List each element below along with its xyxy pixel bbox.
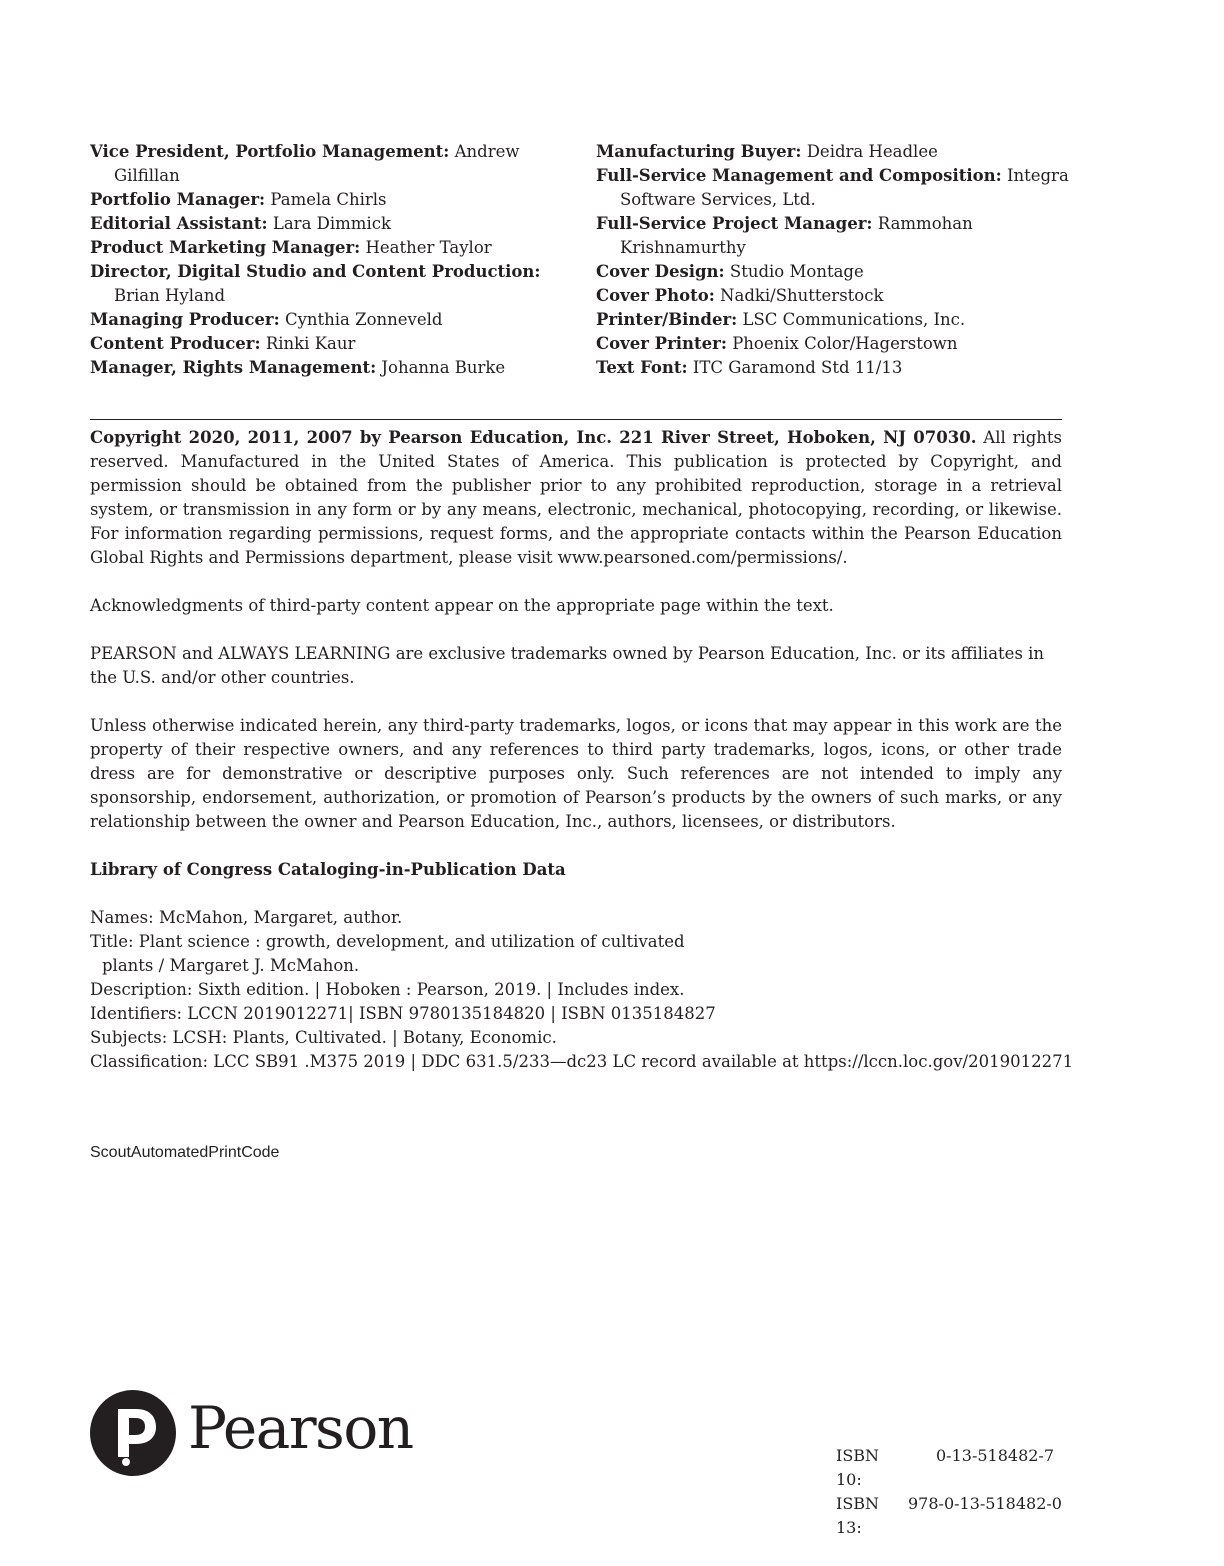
credit-role: Cover Photo:	[596, 286, 715, 305]
credit-entry	[596, 332, 1076, 356]
copyright-notice	[90, 426, 1062, 570]
credit-entry	[596, 260, 1076, 284]
credit-entry	[596, 308, 1076, 332]
credit-name: Lara Dimmick	[272, 214, 391, 233]
cip-subjects: Subjects: LCSH: Plants, Cultivated. | Botany, Economic.	[90, 1028, 557, 1047]
trademarks-text: PEARSON and ALWAYS LEARNING are exclusive trademarks owned by Pearson Education, Inc. or its affiliates in the U.S. and/or other countries.	[90, 644, 1045, 687]
credit-role: Portfolio Manager:	[90, 190, 266, 209]
section-divider	[90, 419, 1062, 420]
credit-entry	[90, 188, 570, 212]
cip-title: Title: Plant science : growth, development, and utilization of cultivated	[90, 932, 685, 951]
credit-role: Editorial Assistant:	[90, 214, 268, 233]
credit-entry	[90, 236, 570, 260]
credit-name: Cynthia Zonneveld	[284, 310, 443, 329]
copyright-block	[90, 426, 1074, 1074]
isbn-10-label: ISBN 10:	[836, 1446, 880, 1489]
credit-entry	[90, 212, 570, 236]
credit-role: Cover Design:	[596, 262, 725, 281]
isbn-13-label: ISBN 13:	[836, 1494, 880, 1537]
isbn-10-row	[836, 1444, 1062, 1492]
credit-entry	[596, 164, 1076, 212]
credit-role: Content Producer:	[90, 334, 261, 353]
isbn-13-value: 978-0-13-518482-0	[908, 1494, 1062, 1513]
credit-name: Rinki Kaur	[265, 334, 356, 353]
credit-role: Printer/Binder:	[596, 310, 738, 329]
pearson-logo-icon	[90, 1390, 176, 1476]
credit-role: Managing Producer:	[90, 310, 280, 329]
credit-name: Brian Hyland	[114, 286, 226, 305]
credit-role: Full-Service Project Manager:	[596, 214, 873, 233]
credit-name: Integra Software Services, Ltd.	[620, 166, 1069, 209]
credit-role: Cover Printer:	[596, 334, 727, 353]
credit-entry	[90, 332, 570, 356]
credit-entry	[90, 140, 570, 188]
credit-name: Pamela Chirls	[270, 190, 387, 209]
credit-role: Vice President, Portfolio Management:	[90, 142, 450, 161]
credit-name: LSC Communications, Inc.	[742, 310, 966, 329]
credits-left-column	[90, 140, 570, 380]
credit-entry	[596, 212, 1076, 260]
credit-name: Andrew Gilfillan	[114, 142, 520, 185]
credit-name: Studio Montage	[729, 262, 864, 281]
credit-name: Rammohan Krishnamurthy	[620, 214, 973, 257]
copyright-lead: Copyright 2020, 2011, 2007 by Pearson Education, Inc. 221 River Street, Hoboken, NJ 07030.	[90, 428, 977, 447]
credit-entry	[596, 284, 1076, 308]
credit-role: Director, Digital Studio and Content Production:	[90, 262, 541, 281]
credit-entry	[596, 356, 1076, 380]
cip-title-continued: plants / Margaret J. McMahon.	[102, 956, 360, 975]
credit-role: Text Font:	[596, 358, 688, 377]
isbn-13-row	[836, 1492, 1062, 1540]
print-code: ScoutAutomatedPrintCode	[90, 1144, 280, 1161]
cip-identifiers: Identifiers: LCCN 2019012271| ISBN 9780135184820 | ISBN 0135184827	[90, 1004, 716, 1023]
credit-name: ITC Garamond Std 11/13	[692, 358, 903, 377]
credit-role: Full-Service Management and Composition:	[596, 166, 1002, 185]
third-party-text: Unless otherwise indicated herein, any third-party trademarks, logos, or icons that may appear in this work are the property of their respective owners, and any references to third party trademarks, logos, icons, or other trade dress are for demonstrative or descriptive purposes only. Such references are not intended to imply any sponsorship, endorsement, authorization, or promotion of Pearson’s products by the owners of such marks, or any relationship between the owner and Pearson Education, Inc., authors, licensees, or distributors.	[90, 716, 1062, 831]
cip-description: Description: Sixth edition. | Hoboken : Pearson, 2019. | Includes index.	[90, 980, 685, 999]
isbn-block	[836, 1444, 1062, 1540]
credit-entry	[596, 140, 1076, 164]
acknowledgments-text: Acknowledgments of third-party content appear on the appropriate page within the text.	[90, 596, 834, 615]
cip-classification: Classification: LCC SB91 .M375 2019 | DDC 631.5/233—dc23 LC record available at https://lccn.loc.gov/2019012271	[90, 1052, 1074, 1071]
credit-name: Heather Taylor	[365, 238, 492, 257]
credits-right-column	[596, 140, 1076, 380]
credit-role: Manager, Rights Management:	[90, 358, 377, 377]
credit-name: Johanna Burke	[381, 358, 506, 377]
pearson-wordmark: Pearson	[188, 1394, 413, 1462]
credit-role: Manufacturing Buyer:	[596, 142, 802, 161]
cip-names: Names: McMahon, Margaret, author.	[90, 908, 403, 927]
copyright-body: All rights reserved. Manufactured in the United States of America. This publication is protected by Copyright, and permission should be obtained from the publisher prior to any prohibited reproduction, storage in a retrieval system, or transmission in any form or by any means, electronic, mechanical, photocopying, recording, or likewise. For information regarding permissions, request forms, and the appropriate contacts within the Pearson Education Global Rights and Permissions department, please visit www.pearsoned.com/permissions/.	[90, 428, 1063, 567]
pearson-logo	[90, 1390, 413, 1500]
cip-data	[90, 858, 1074, 1074]
credit-entry	[90, 260, 570, 308]
credit-name: Nadki/Shutterstock	[720, 286, 884, 305]
credit-entry	[90, 308, 570, 332]
isbn-10-value: 0-13-518482-7	[936, 1446, 1055, 1465]
credit-name: Deidra Headlee	[806, 142, 938, 161]
credit-name: Phoenix Color/Hagerstown	[732, 334, 958, 353]
credit-entry	[90, 356, 570, 380]
cip-heading: Library of Congress Cataloging-in-Publication Data	[90, 860, 566, 879]
credit-role: Product Marketing Manager:	[90, 238, 361, 257]
